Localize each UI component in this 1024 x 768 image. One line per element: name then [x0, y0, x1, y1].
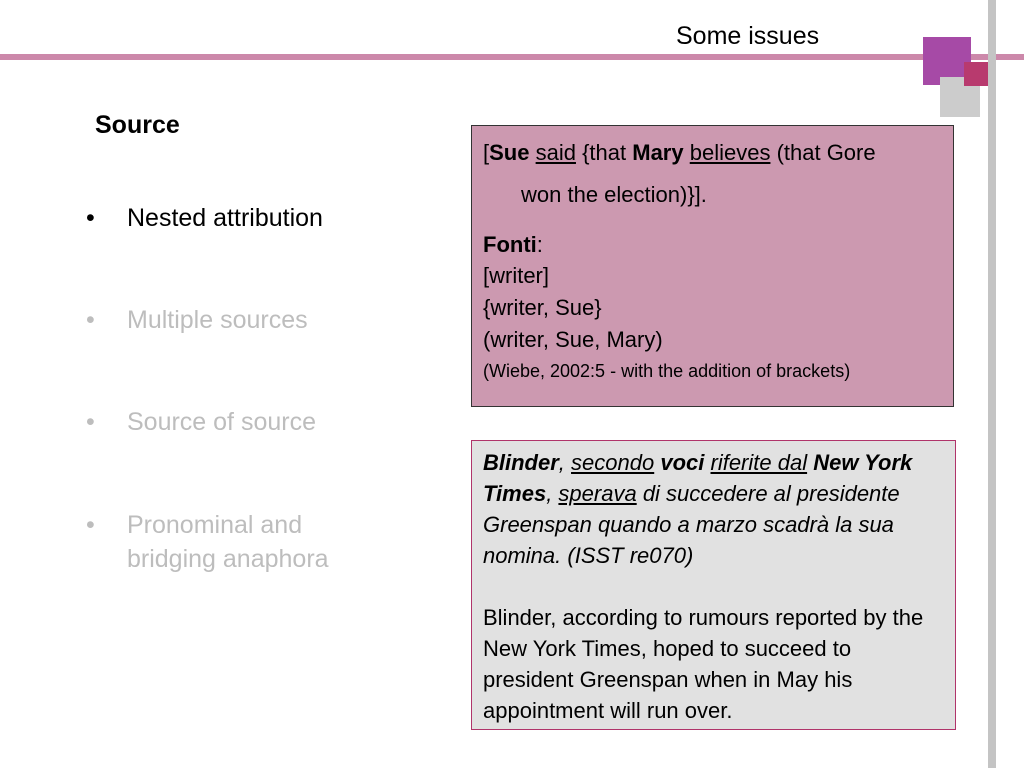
- decor-square-red: [964, 62, 988, 86]
- section-title: Source: [95, 111, 180, 139]
- source-line: [writer]: [483, 263, 549, 288]
- quote-believes: believes: [689, 140, 771, 165]
- header-divider-line: [0, 54, 1024, 60]
- bullet-marker: •: [86, 204, 95, 232]
- bullet-text: Nested attribution: [127, 204, 323, 232]
- quote-mary: Mary: [632, 140, 684, 165]
- nested-attribution-quote: [Sue said {that Mary believes (that Gore won the election)}].: [483, 132, 943, 216]
- source-line: {writer, Sue}: [483, 295, 602, 320]
- bullet-item-nested-attribution: [86, 201, 387, 235]
- bullet-item-source-of-source: [86, 405, 387, 439]
- italian-sentence: Blinder, secondo voci riferite dal New York Times, sperava di succedere al presidente Greenspan quando a marzo scadrà la sua nomina. (ISST re070): [483, 450, 913, 568]
- bullet-marker: •: [86, 306, 95, 334]
- fonti-label: Fonti:: [483, 232, 543, 257]
- bullet-text: Source of source: [127, 408, 316, 436]
- bullet-marker: •: [86, 511, 95, 539]
- italian-example-box: [471, 440, 956, 730]
- source-line: (writer, Sue, Mary): [483, 327, 663, 352]
- english-translation: Blinder, according to rumours reported by the New York Times, hoped to succeed to president Greenspan when in May his appointment will run over.: [483, 605, 924, 723]
- bullet-text: Pronominal and bridging anaphora: [127, 511, 329, 573]
- quote-line-2: won the election)}].: [521, 182, 707, 207]
- citation: (Wiebe, 2002:5 - with the addition of brackets): [483, 361, 851, 381]
- slide-title: Some issues: [676, 22, 820, 50]
- bullet-item-multiple-sources: [86, 303, 387, 337]
- quote-said: said: [535, 140, 576, 165]
- attribution-example-box: [471, 125, 954, 407]
- right-edge-bar: [988, 0, 996, 768]
- quote-sue: Sue: [489, 140, 530, 165]
- bullet-item-pronominal-anaphora: [86, 508, 387, 576]
- bullet-marker: •: [86, 408, 95, 436]
- bullet-text: Multiple sources: [127, 306, 308, 334]
